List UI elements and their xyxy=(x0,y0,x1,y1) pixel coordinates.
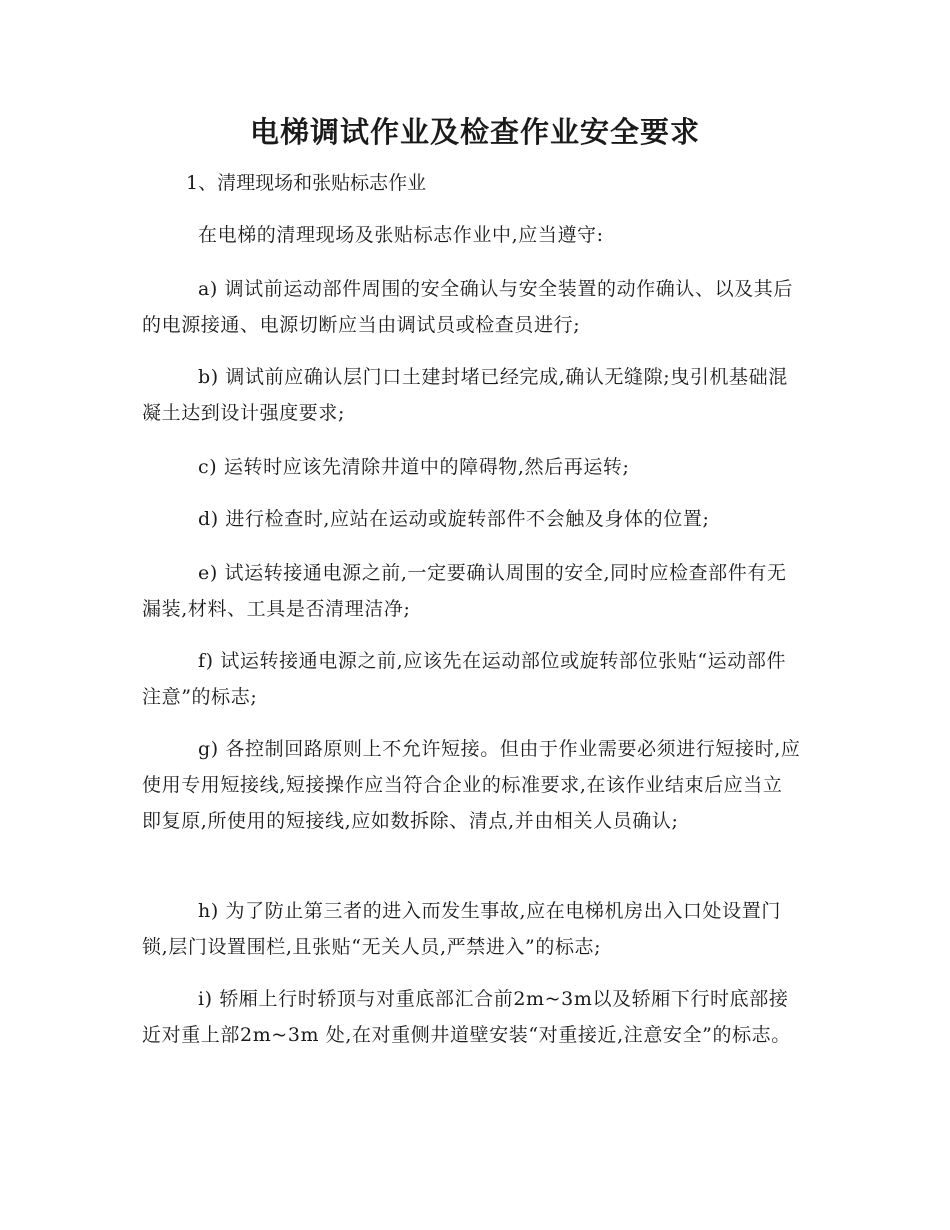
list-item-h: h) 为了防止第三者的进入而发生事故,应在电梯机房出入口处设置门锁,层门设置围栏,且张贴“无关人员,严禁进入”的标志; xyxy=(142,900,781,958)
list-item-g: g) 各控制回路原则上不允许短接。但由于作业需要必须进行短接时,应使用专用短接线,短接操作应当符合企业的标准要求,在该作业结束后应当立即复原,所使用的短接线,应如数拆除、清点,并由相关人员确认; xyxy=(142,738,801,832)
list-item-e: e) 试运转接通电源之前,一定要确认周围的安全,同时应检查部件有无漏装,材料、工具是否清理洁净; xyxy=(142,562,787,620)
intro-paragraph: 在电梯的清理现场及张贴标志作业中,应当遵守: xyxy=(198,224,604,246)
section-heading: 1、清理现场和张贴标志作业 xyxy=(186,172,427,194)
list-item-a: a) 调试前运动部件周围的安全确认与安全装置的动作确认、以及其后的电源接通、电源切断应当由调试员或检查员进行; xyxy=(142,278,793,336)
list-item-b: b) 调试前应确认层门口土建封堵已经完成,确认无缝隙;曳引机基础混凝土达到设计强度要求; xyxy=(142,366,788,424)
list-item-f: f) 试运转接通电源之前,应该先在运动部位或旋转部位张贴“运动部件注意”的标志; xyxy=(142,650,787,708)
list-item-c: c) 运转时应该先清除井道中的障碍物,然后再运转; xyxy=(198,456,630,478)
list-item-d: d) 进行检查时,应站在运动或旋转部件不会触及身体的位置; xyxy=(198,508,710,530)
list-item-i: i) 轿厢上行时轿顶与对重底部汇合前2m~3m以及轿厢下行时底部接近对重上部2m~3m 处,在对重侧井道壁安装“对重接近,注意安全”的标志。 xyxy=(142,988,791,1046)
document-title: 电梯调试作业及检查作业安全要求 xyxy=(249,115,700,149)
